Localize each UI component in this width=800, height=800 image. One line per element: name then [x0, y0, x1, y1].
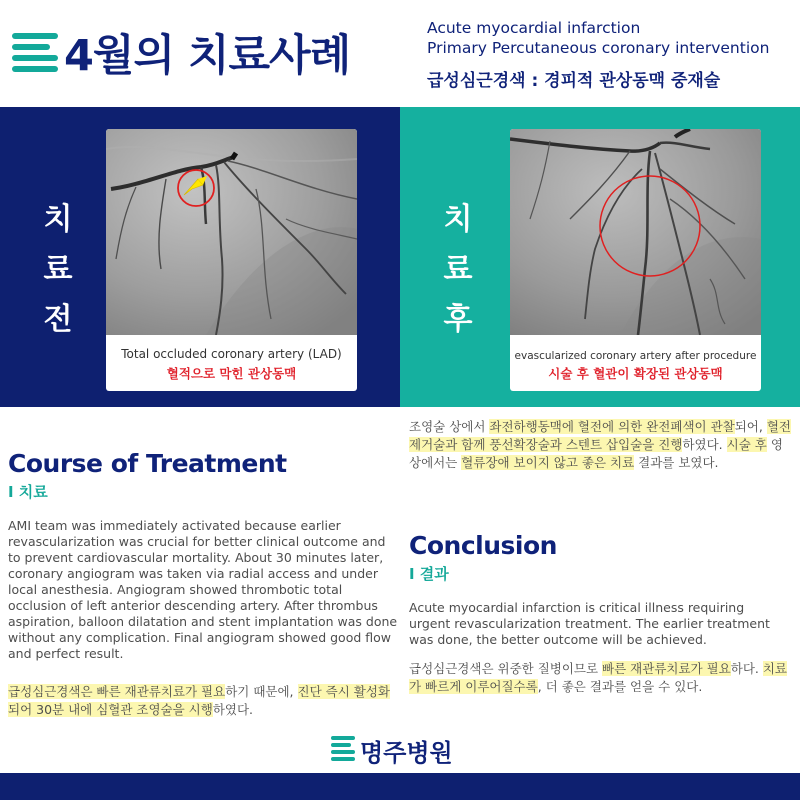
header-en-line-2: Primary Percutaneous coronary intervention [427, 39, 770, 57]
before-label-char: 료 [43, 252, 73, 287]
angiogram-after-image [510, 129, 761, 335]
angiogram-findings-ko [409, 418, 791, 472]
course-body-en: AMI team was immediately activated because earlier revascularization was crucial for better clinical outcome and to prevent cardiovascular mortality. About 30 minutes later, coronary angiogram was taken via radial access and under local anesthesia. Angiogram showed thrombotic total occlusion of left anterior descending artery. After thrombus aspiration, balloon dilatation and stent implantation was done without any complication. Final angiogram showed good flow and perfect result. [8, 518, 398, 661]
text: 하였다. [212, 702, 254, 717]
highlight: 좌전하행동맥에 혈전에 의한 완전폐색이 관찰 [489, 419, 735, 434]
text: 하다. [730, 661, 763, 676]
highlight: 빠른 재관류치료가 필요 [602, 661, 731, 676]
highlight: 치료가 빠르게 이루어질수록 [409, 661, 788, 694]
highlight: 혈류장애 보이지 않고 좋은 치료 [461, 455, 635, 470]
stripes-logo-icon [331, 736, 357, 762]
before-label-char: 전 [43, 302, 73, 337]
text: 영상에서는 [409, 437, 783, 470]
after-label-char: 료 [443, 252, 473, 287]
conclusion-body-ko [409, 660, 789, 696]
course-subheading: I 치료 [8, 483, 48, 501]
after-image-card [510, 129, 761, 391]
text: 하기 때문에, [225, 684, 298, 699]
text: 조영술 상에서 [409, 419, 490, 434]
before-caption-ko: 혈적으로 막힌 관상동맥 [166, 366, 297, 381]
header-en-line-1: Acute myocardial infarction [427, 19, 641, 37]
before-treatment-panel [0, 107, 400, 407]
course-body-ko [8, 683, 400, 719]
page-title: 4월의 치료사례 [64, 31, 351, 81]
conclusion-body-en: Acute myocardial infarction is critical illness requiring urgent revascularization treatment. The earlier treatment was done, the better outcome will be achieved. [409, 600, 770, 647]
after-label [438, 195, 478, 345]
highlight: 혈전제거술과 함께 풍선확장술과 스텐트 삽입술을 진행 [409, 419, 791, 452]
text: 하였다. [682, 437, 727, 452]
footer-bar [0, 773, 800, 800]
after-caption-en: evascularized coronary artery after procedure [514, 350, 757, 362]
conclusion-heading: Conclusion [409, 531, 557, 560]
header-english-subtitle [427, 18, 769, 58]
text: 급성심근경색은 위중한 질병이므로 [409, 661, 603, 676]
highlight: 시술 후 [726, 437, 767, 452]
before-caption-en: Total occluded coronary artery (LAD) [121, 347, 342, 361]
before-label [38, 195, 78, 345]
conclusion-subheading: I 결과 [409, 565, 449, 583]
before-label-char: 치 [43, 202, 73, 237]
after-caption-ko: 시술 후 혈관이 확장된 관상동맥 [548, 366, 723, 381]
angiogram-before-image [106, 129, 357, 335]
header-korean-subtitle: 급성심근경색 : 경피적 관상동맥 중재술 [427, 71, 721, 91]
hospital-name: 명주병원 [360, 739, 453, 767]
highlight: 급성심근경색은 빠른 재관류치료가 필요 [8, 684, 226, 699]
after-treatment-panel [400, 107, 800, 407]
hospital-logo-icon [12, 33, 62, 73]
text: 결과를 보였다. [634, 455, 719, 470]
after-label-char: 치 [443, 202, 473, 237]
text: , 더 좋은 결과를 얻을 수 있다. [537, 679, 703, 694]
before-image-card [106, 129, 357, 391]
highlight: 진단 즉시 활성화되어 30분 내에 심혈관 조영술을 시행 [8, 684, 390, 717]
course-heading: Course of Treatment [8, 449, 287, 478]
text: 되어, [734, 419, 767, 434]
after-label-char: 후 [443, 302, 473, 337]
